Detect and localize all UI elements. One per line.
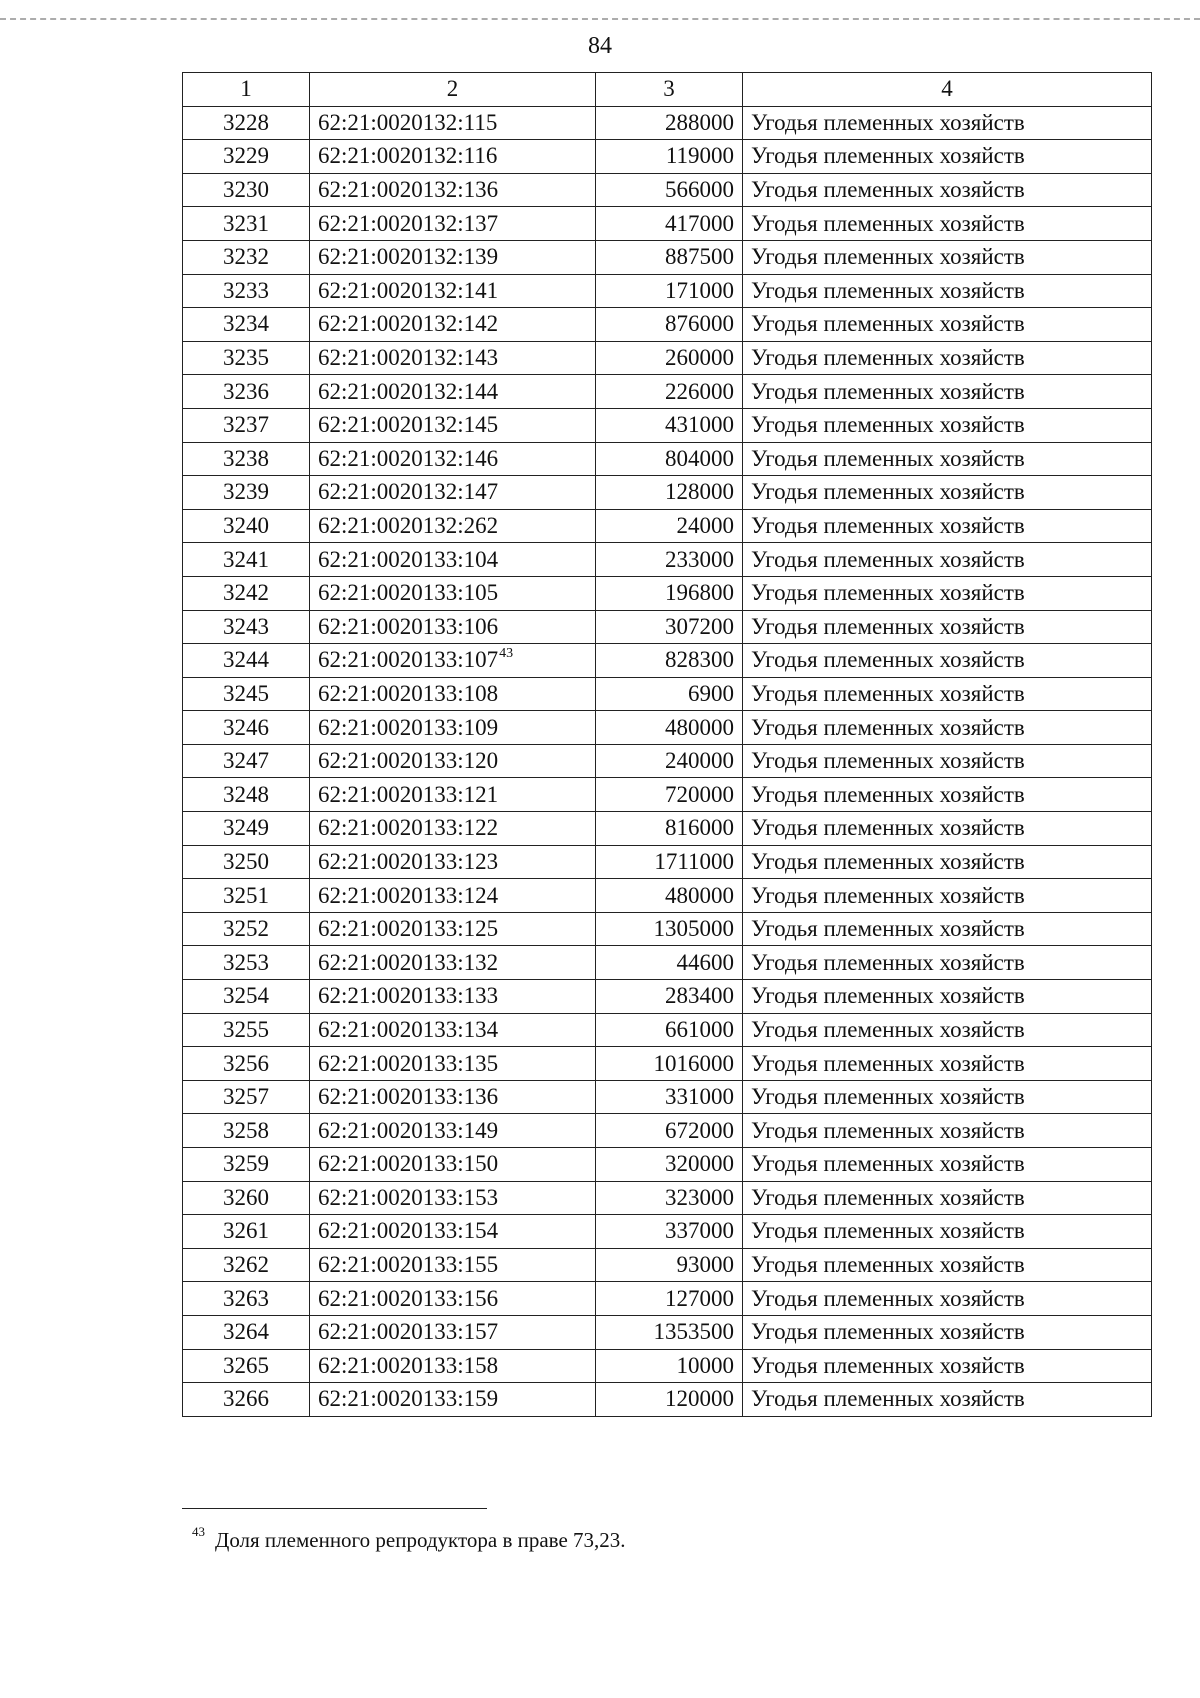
table-row	[183, 375, 1152, 409]
cell-land-description: Угодья племенных хозяйств	[743, 1315, 1152, 1349]
table-row	[183, 1215, 1152, 1249]
table-row	[183, 1148, 1152, 1182]
cell-land-description: Угодья племенных хозяйств	[743, 711, 1152, 745]
cell-area: 226000	[596, 375, 743, 409]
cell-area: 260000	[596, 341, 743, 375]
cell-area: 331000	[596, 1080, 743, 1114]
table-row	[183, 946, 1152, 980]
table-row	[183, 106, 1152, 140]
cell-number: 3241	[183, 543, 310, 577]
cell-cadastral-number: 62:21:0020133:134	[310, 1013, 596, 1047]
cell-land-description: Угодья племенных хозяйств	[743, 207, 1152, 241]
cell-number: 3264	[183, 1315, 310, 1349]
table-row	[183, 543, 1152, 577]
cell-number: 3258	[183, 1114, 310, 1148]
cell-number: 3259	[183, 1148, 310, 1182]
table-row	[183, 1248, 1152, 1282]
cell-cadastral-number: 62:21:0020132:136	[310, 173, 596, 207]
cell-number: 3234	[183, 308, 310, 342]
cell-area: 566000	[596, 173, 743, 207]
cell-cadastral-number: 62:21:0020133:123	[310, 845, 596, 879]
cell-land-description: Угодья племенных хозяйств	[743, 1181, 1152, 1215]
cell-land-description: Угодья племенных хозяйств	[743, 912, 1152, 946]
table-row	[183, 812, 1152, 846]
cell-land-description: Угодья племенных хозяйств	[743, 1215, 1152, 1249]
cell-cadastral-number: 62:21:0020133:153	[310, 1181, 596, 1215]
cell-area: 233000	[596, 543, 743, 577]
table-body	[183, 106, 1152, 1416]
cell-number: 3228	[183, 106, 310, 140]
cell-cadastral-number: 62:21:0020132:144	[310, 375, 596, 409]
cell-land-description: Угодья племенных хозяйств	[743, 845, 1152, 879]
table-row	[183, 1383, 1152, 1417]
table-row	[183, 845, 1152, 879]
cell-land-description: Угодья племенных хозяйств	[743, 644, 1152, 678]
cell-area: 127000	[596, 1282, 743, 1316]
cell-cadastral-number: 62:21:0020133:158	[310, 1349, 596, 1383]
cell-cadastral-number: 62:21:0020133:136	[310, 1080, 596, 1114]
cell-land-description: Угодья племенных хозяйств	[743, 879, 1152, 913]
cell-land-description: Угодья племенных хозяйств	[743, 308, 1152, 342]
cell-land-description: Угодья племенных хозяйств	[743, 778, 1152, 812]
cell-cadastral-number: 62:21:0020132:115	[310, 106, 596, 140]
cell-land-description: Угодья племенных хозяйств	[743, 1282, 1152, 1316]
cell-area: 1016000	[596, 1047, 743, 1081]
cell-cadastral-number: 62:21:0020133:104	[310, 543, 596, 577]
footnote-marker: 43	[192, 1524, 205, 1539]
cell-cadastral-number: 62:21:0020133:154	[310, 1215, 596, 1249]
cell-area: 320000	[596, 1148, 743, 1182]
table-row	[183, 442, 1152, 476]
cell-land-description: Угодья племенных хозяйств	[743, 610, 1152, 644]
table-row	[183, 1047, 1152, 1081]
cell-area: 337000	[596, 1215, 743, 1249]
cell-area: 10000	[596, 1349, 743, 1383]
table-row	[183, 912, 1152, 946]
cell-land-description: Угодья племенных хозяйств	[743, 1080, 1152, 1114]
cell-number: 3256	[183, 1047, 310, 1081]
cell-cadastral-number: 62:21:0020133:155	[310, 1248, 596, 1282]
cell-area: 119000	[596, 140, 743, 174]
table-row	[183, 576, 1152, 610]
cell-area: 44600	[596, 946, 743, 980]
cell-land-description: Угодья племенных хозяйств	[743, 946, 1152, 980]
cell-land-description: Угодья племенных хозяйств	[743, 274, 1152, 308]
cell-land-description: Угодья племенных хозяйств	[743, 1148, 1152, 1182]
cell-area: 887500	[596, 240, 743, 274]
cell-number: 3235	[183, 341, 310, 375]
table-header-row	[183, 73, 1152, 107]
cell-number: 3237	[183, 408, 310, 442]
cell-land-description: Угодья племенных хозяйств	[743, 476, 1152, 510]
page-number: 84	[588, 33, 612, 59]
cell-number: 3260	[183, 1181, 310, 1215]
cell-land-description: Угодья племенных хозяйств	[743, 1013, 1152, 1047]
cell-number: 3253	[183, 946, 310, 980]
table-row	[183, 240, 1152, 274]
cell-area: 804000	[596, 442, 743, 476]
cell-area: 196800	[596, 576, 743, 610]
cell-cadastral-number: 62:21:0020133:132	[310, 946, 596, 980]
cell-cadastral-number: 62:21:0020133:157	[310, 1315, 596, 1349]
cell-number: 3229	[183, 140, 310, 174]
table-row	[183, 509, 1152, 543]
cell-cadastral-number: 62:21:0020132:141	[310, 274, 596, 308]
cell-area: 672000	[596, 1114, 743, 1148]
cell-land-description: Угодья племенных хозяйств	[743, 1047, 1152, 1081]
cell-cadastral-number: 62:21:0020133:106	[310, 610, 596, 644]
footnote-text: Доля племенного репродуктора в праве 73,23.	[215, 1528, 626, 1552]
cell-area: 828300	[596, 644, 743, 678]
cell-number: 3265	[183, 1349, 310, 1383]
table-row	[183, 711, 1152, 745]
cell-land-description: Угодья племенных хозяйств	[743, 140, 1152, 174]
cell-number: 3248	[183, 778, 310, 812]
cell-land-description: Угодья племенных хозяйств	[743, 744, 1152, 778]
cell-cadastral-number: 62:21:0020133:125	[310, 912, 596, 946]
table-row	[183, 308, 1152, 342]
table-row	[183, 341, 1152, 375]
cell-number: 3240	[183, 509, 310, 543]
cell-number: 3233	[183, 274, 310, 308]
cell-land-description: Угодья племенных хозяйств	[743, 341, 1152, 375]
cell-number: 3244	[183, 644, 310, 678]
cell-land-description: Угодья племенных хозяйств	[743, 677, 1152, 711]
table-row	[183, 274, 1152, 308]
cell-number: 3262	[183, 1248, 310, 1282]
column-header-cadastral: 2	[310, 73, 596, 107]
cell-cadastral-number: 62:21:0020133:149	[310, 1114, 596, 1148]
table-row	[183, 778, 1152, 812]
cell-cadastral-number: 62:21:0020133:122	[310, 812, 596, 846]
cell-area: 417000	[596, 207, 743, 241]
table-row	[183, 1013, 1152, 1047]
cell-cadastral-number: 62:21:0020133:150	[310, 1148, 596, 1182]
cell-land-description: Угодья племенных хозяйств	[743, 240, 1152, 274]
cell-number: 3246	[183, 711, 310, 745]
column-header-description: 4	[743, 73, 1152, 107]
cell-area: 431000	[596, 408, 743, 442]
cell-cadastral-number: 62:21:0020132:147	[310, 476, 596, 510]
cell-area: 661000	[596, 1013, 743, 1047]
land-parcel-table	[182, 72, 1152, 1417]
cell-cadastral-number: 62:21:0020133:105	[310, 576, 596, 610]
table-row	[183, 677, 1152, 711]
column-header-area: 3	[596, 73, 743, 107]
cell-cadastral-number: 62:21:0020133:120	[310, 744, 596, 778]
cell-land-description: Угодья племенных хозяйств	[743, 442, 1152, 476]
table-row	[183, 879, 1152, 913]
table-row	[183, 744, 1152, 778]
cell-land-description: Угодья племенных хозяйств	[743, 1248, 1152, 1282]
cell-land-description: Угодья племенных хозяйств	[743, 576, 1152, 610]
table-row	[183, 1114, 1152, 1148]
cell-number: 3239	[183, 476, 310, 510]
table-row	[183, 1181, 1152, 1215]
cell-number: 3255	[183, 1013, 310, 1047]
column-header-number: 1	[183, 73, 310, 107]
cell-cadastral-number: 62:21:0020133:109	[310, 711, 596, 745]
footnote	[192, 1522, 626, 1553]
cell-number: 3236	[183, 375, 310, 409]
cell-land-description: Угодья племенных хозяйств	[743, 1383, 1152, 1417]
cell-land-description: Угодья племенных хозяйств	[743, 980, 1152, 1014]
cadastral-text: 62:21:0020133:107	[318, 647, 499, 673]
cell-area: 480000	[596, 879, 743, 913]
cell-number: 3266	[183, 1383, 310, 1417]
cell-area: 240000	[596, 744, 743, 778]
cell-cadastral-number: 62:21:0020132:116	[310, 140, 596, 174]
table-row	[183, 980, 1152, 1014]
table-row	[183, 173, 1152, 207]
cell-land-description: Угодья племенных хозяйств	[743, 812, 1152, 846]
cell-cadastral-number: 62:21:0020133:121	[310, 778, 596, 812]
cell-cadastral-number: 62:21:0020132:143	[310, 341, 596, 375]
cell-cadastral-number: 62:21:0020133:156	[310, 1282, 596, 1316]
cell-land-description: Угодья племенных хозяйств	[743, 509, 1152, 543]
cell-land-description: Угодья племенных хозяйств	[743, 408, 1152, 442]
cell-area: 6900	[596, 677, 743, 711]
scan-edge-line	[0, 18, 1200, 20]
cell-cadastral-number: 62:21:0020133:133	[310, 980, 596, 1014]
footnote-reference: 43	[499, 645, 514, 661]
cell-cadastral-number: 62:21:0020132:137	[310, 207, 596, 241]
cell-area: 307200	[596, 610, 743, 644]
cell-number: 3245	[183, 677, 310, 711]
cell-area: 1305000	[596, 912, 743, 946]
cell-land-description: Угодья племенных хозяйств	[743, 375, 1152, 409]
cell-land-description: Угодья племенных хозяйств	[743, 1349, 1152, 1383]
cell-area: 120000	[596, 1383, 743, 1417]
table-row	[183, 1282, 1152, 1316]
cell-cadastral-number: 62:21:0020133:135	[310, 1047, 596, 1081]
table-row	[183, 1315, 1152, 1349]
cell-number: 3254	[183, 980, 310, 1014]
cell-area: 816000	[596, 812, 743, 846]
cell-area: 480000	[596, 711, 743, 745]
cell-area: 283400	[596, 980, 743, 1014]
cell-cadastral-number: 62:21:0020133:159	[310, 1383, 596, 1417]
cell-land-description: Угодья племенных хозяйств	[743, 1114, 1152, 1148]
cell-number: 3231	[183, 207, 310, 241]
cell-number: 3257	[183, 1080, 310, 1114]
table-row	[183, 610, 1152, 644]
cell-number: 3261	[183, 1215, 310, 1249]
table-row	[183, 408, 1152, 442]
cell-cadastral-number: 62:21:0020132:139	[310, 240, 596, 274]
cell-number: 3243	[183, 610, 310, 644]
cell-number: 3250	[183, 845, 310, 879]
cell-area: 24000	[596, 509, 743, 543]
table-row	[183, 644, 1152, 678]
cell-area: 323000	[596, 1181, 743, 1215]
cell-cadastral-number: 62:21:0020133:108	[310, 677, 596, 711]
cell-number: 3232	[183, 240, 310, 274]
cell-cadastral-number: 62:21:0020132:142	[310, 308, 596, 342]
cell-land-description: Угодья племенных хозяйств	[743, 106, 1152, 140]
cell-area: 93000	[596, 1248, 743, 1282]
cell-number: 3249	[183, 812, 310, 846]
cell-number: 3238	[183, 442, 310, 476]
cell-number: 3247	[183, 744, 310, 778]
table-row	[183, 140, 1152, 174]
cell-area: 171000	[596, 274, 743, 308]
cell-cadastral-number: 62:21:0020132:262	[310, 509, 596, 543]
cell-land-description: Угодья племенных хозяйств	[743, 173, 1152, 207]
cell-land-description: Угодья племенных хозяйств	[743, 543, 1152, 577]
cell-area: 876000	[596, 308, 743, 342]
cell-area: 1353500	[596, 1315, 743, 1349]
table-row	[183, 207, 1152, 241]
table-row	[183, 1080, 1152, 1114]
footnote-divider	[182, 1508, 487, 1509]
cell-number: 3252	[183, 912, 310, 946]
cell-number: 3230	[183, 173, 310, 207]
cell-number: 3242	[183, 576, 310, 610]
cell-number: 3251	[183, 879, 310, 913]
cell-area: 288000	[596, 106, 743, 140]
cell-cadastral-number: 62:21:0020133:124	[310, 879, 596, 913]
cell-cadastral-number: 62:21:0020132:145	[310, 408, 596, 442]
table-row	[183, 1349, 1152, 1383]
cell-area: 720000	[596, 778, 743, 812]
cell-area: 1711000	[596, 845, 743, 879]
cell-area: 128000	[596, 476, 743, 510]
table-row	[183, 476, 1152, 510]
cell-number: 3263	[183, 1282, 310, 1316]
cell-cadastral-number: 62:21:0020132:146	[310, 442, 596, 476]
cell-cadastral-number	[310, 644, 596, 678]
